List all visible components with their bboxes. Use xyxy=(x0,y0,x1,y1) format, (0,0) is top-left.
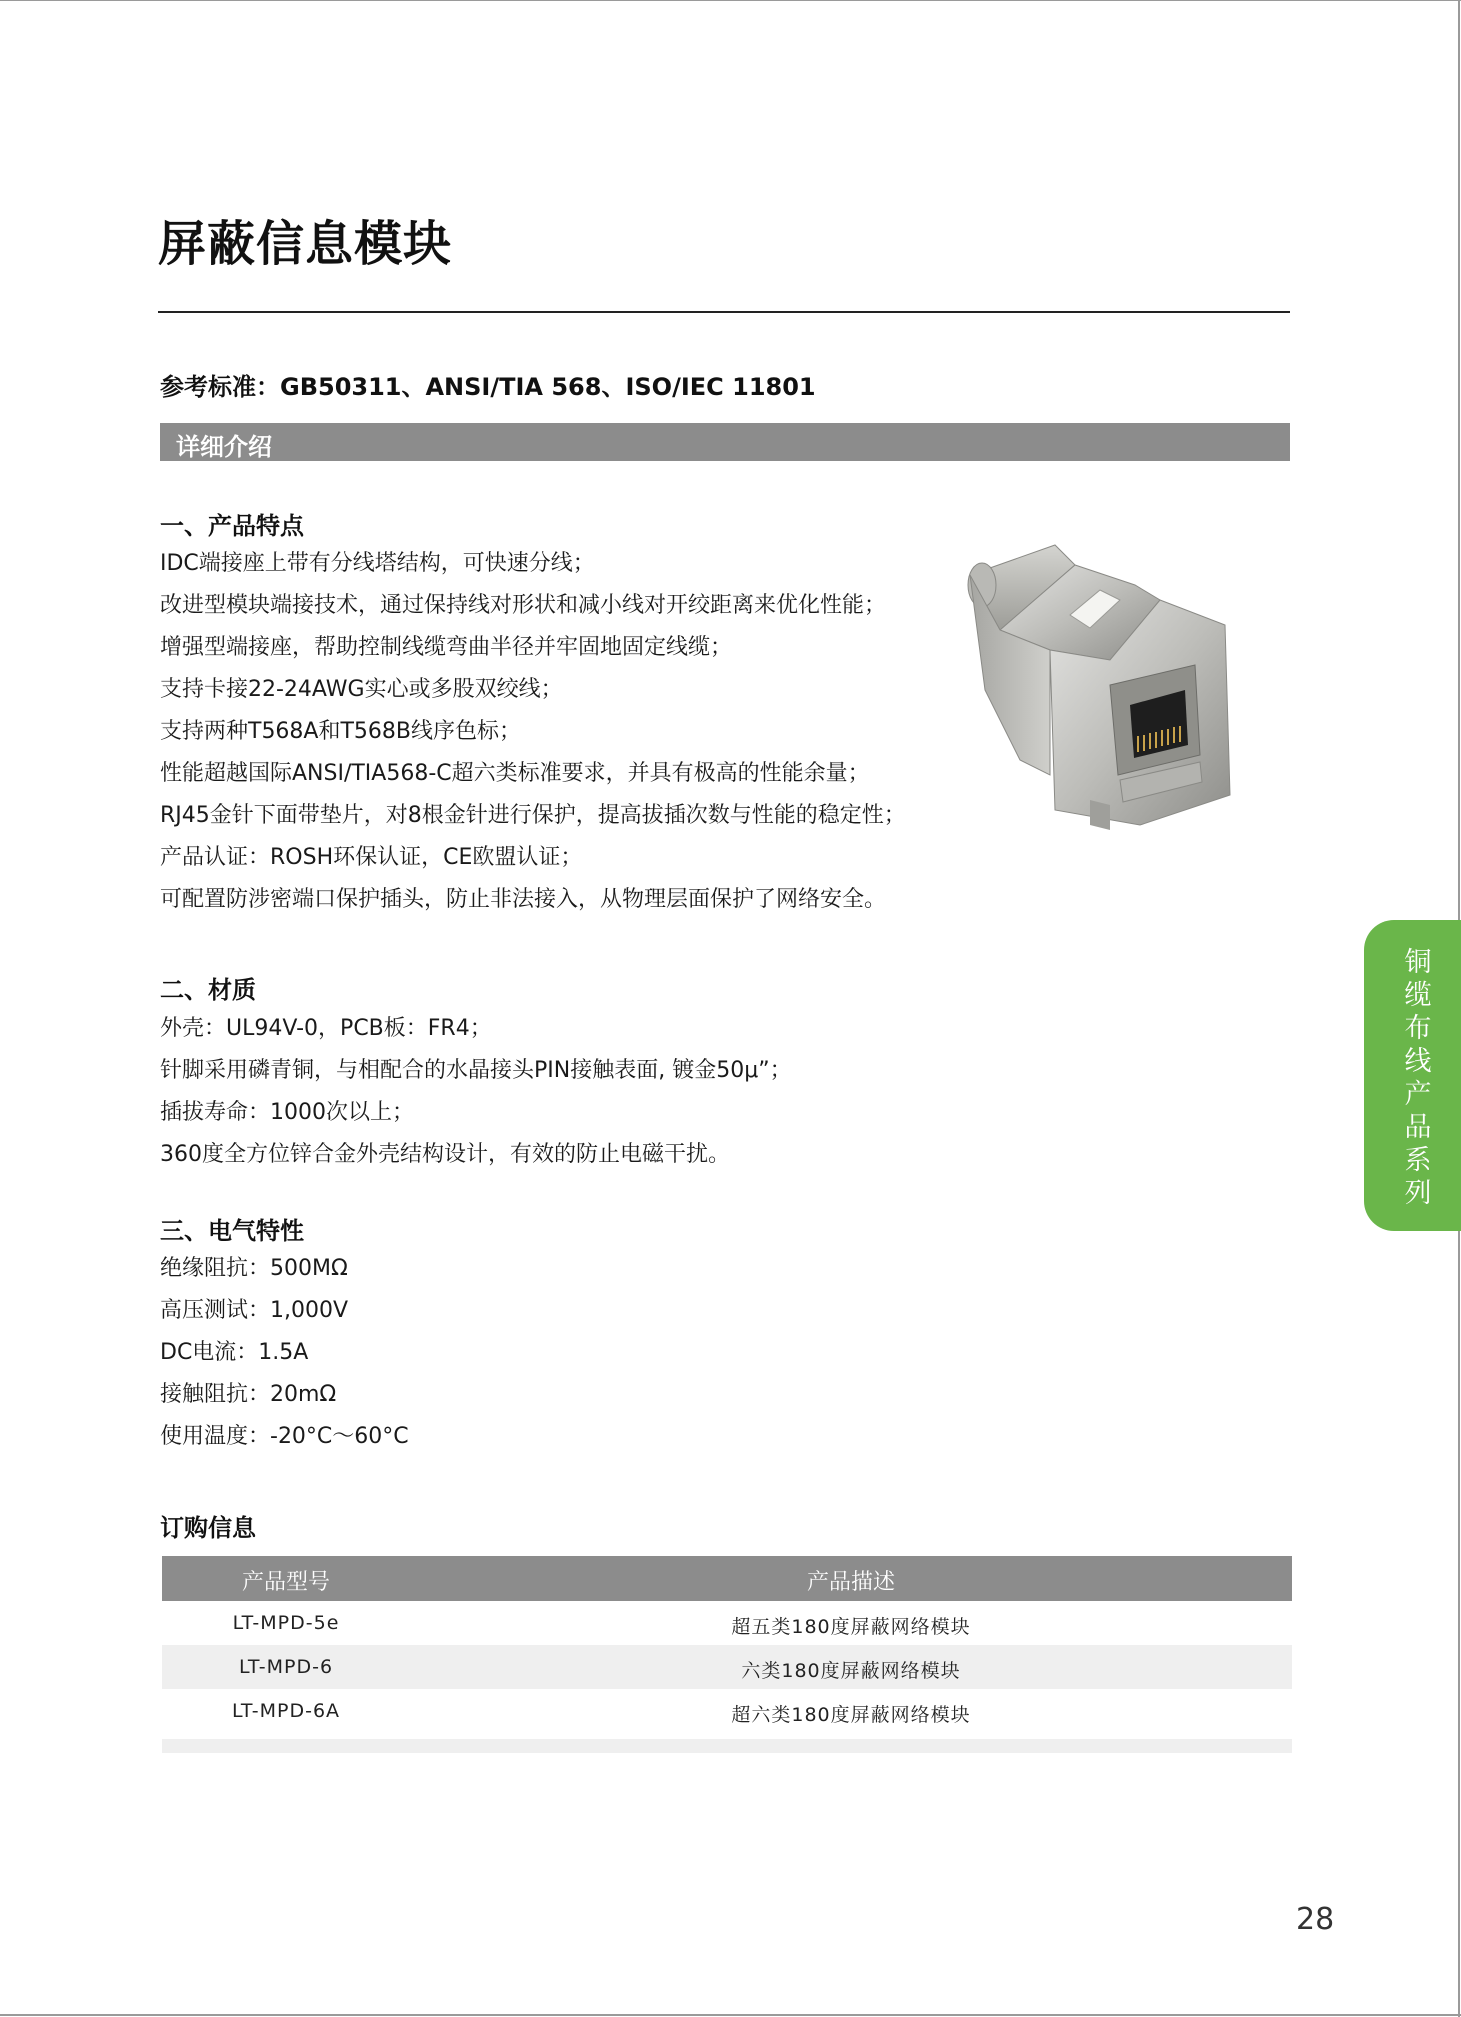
category-side-tab xyxy=(1364,920,1461,1231)
list-item: 性能超越国际ANSI/TIA568-C超六类标准要求，并具有极高的性能余量； xyxy=(160,761,870,786)
page-title: 屏蔽信息模块 xyxy=(158,216,453,272)
model-cell: LT-MPD-6 xyxy=(238,1656,334,1678)
list-item: 绝缘阻抗：500MΩ xyxy=(160,1256,348,1281)
features-list xyxy=(160,543,906,921)
list-item: 使用温度：-20°C～60°C xyxy=(160,1424,409,1449)
section-bar xyxy=(160,423,1290,461)
description-cell: 六类180度屏蔽网络模块 xyxy=(741,1660,961,1682)
title-divider xyxy=(158,311,1290,313)
list-item: 针脚采用磷青铜，与相配合的水晶接头PIN接触表面, 镀金50μ”； xyxy=(160,1058,792,1083)
side-tab-char: 布 xyxy=(1404,1013,1432,1044)
description-cell: 超六类180度屏蔽网络模块 xyxy=(731,1704,971,1726)
side-tab-char: 产 xyxy=(1404,1079,1432,1110)
list-item: 高压测试：1,000V xyxy=(160,1298,349,1323)
section-bar-label: 详细介绍 xyxy=(176,433,272,461)
list-item: 外壳：UL94V-0，PCB板：FR4； xyxy=(160,1016,492,1041)
category-side-tab-label xyxy=(1364,946,1448,1210)
list-item: 产品认证：ROSH环保认证，CE欧盟认证； xyxy=(160,845,583,870)
order-info-heading: 订购信息 xyxy=(160,1514,256,1542)
list-item: DC电流：1.5A xyxy=(160,1340,309,1365)
column-header-description: 产品描述 xyxy=(806,1570,895,1595)
list-item: 支持卡接22-24AWG实心或多股双绞线； xyxy=(160,677,563,702)
list-item: 360度全方位锌合金外壳结构设计，有效的防止电磁干扰。 xyxy=(160,1142,730,1167)
page-frame-bottom xyxy=(0,2014,1461,2016)
side-tab-char: 系 xyxy=(1404,1145,1432,1176)
features-heading: 一、产品特点 xyxy=(160,512,304,540)
column-header-model: 产品型号 xyxy=(241,1570,330,1595)
table-row xyxy=(162,1689,1292,1733)
order-table xyxy=(162,1556,1292,1753)
electrical-heading: 三、电气特性 xyxy=(160,1217,304,1245)
order-table-header xyxy=(162,1556,1292,1601)
reference-standard: 参考标准：GB50311、ANSI/TIA 568、ISO/IEC 11801 xyxy=(160,373,816,401)
material-heading: 二、材质 xyxy=(160,976,256,1004)
page-frame-top xyxy=(0,0,1461,1)
list-item: 增强型端接座，帮助控制线缆弯曲半径并牢固地固定线缆； xyxy=(160,635,733,660)
electrical-list xyxy=(160,1248,409,1458)
model-cell: LT-MPD-6A xyxy=(231,1700,341,1722)
list-item: IDC端接座上带有分线塔结构，可快速分线； xyxy=(160,551,595,576)
list-item: 接触阻抗：20mΩ xyxy=(160,1382,337,1407)
side-tab-char: 线 xyxy=(1404,1046,1432,1077)
page-number: 28 xyxy=(1296,1902,1335,1937)
side-tab-char: 品 xyxy=(1404,1112,1432,1143)
shielded-keystone-jack-image xyxy=(960,540,1260,840)
list-item: 插拔寿命：1000次以上； xyxy=(160,1100,414,1125)
list-item: 支持两种T568A和T568B线序色标； xyxy=(160,719,522,744)
table-row xyxy=(162,1645,1292,1689)
model-cell: LT-MPD-5e xyxy=(232,1612,340,1634)
list-item: RJ45金针下面带垫片，对8根金针进行保护，提高拔插次数与性能的稳定性； xyxy=(160,803,906,828)
table-footer-strip xyxy=(162,1739,1292,1753)
list-item: 改进型模块端接技术，通过保持线对形状和减小线对开绞距离来优化性能； xyxy=(160,593,887,618)
material-list xyxy=(160,1008,792,1176)
side-tab-char: 缆 xyxy=(1404,980,1432,1011)
description-cell: 超五类180度屏蔽网络模块 xyxy=(731,1616,971,1638)
table-row xyxy=(162,1601,1292,1645)
list-item: 可配置防涉密端口保护插头，防止非法接入，从物理层面保护了网络安全。 xyxy=(160,887,887,912)
side-tab-char: 铜 xyxy=(1404,947,1432,978)
side-tab-char: 列 xyxy=(1404,1178,1432,1209)
